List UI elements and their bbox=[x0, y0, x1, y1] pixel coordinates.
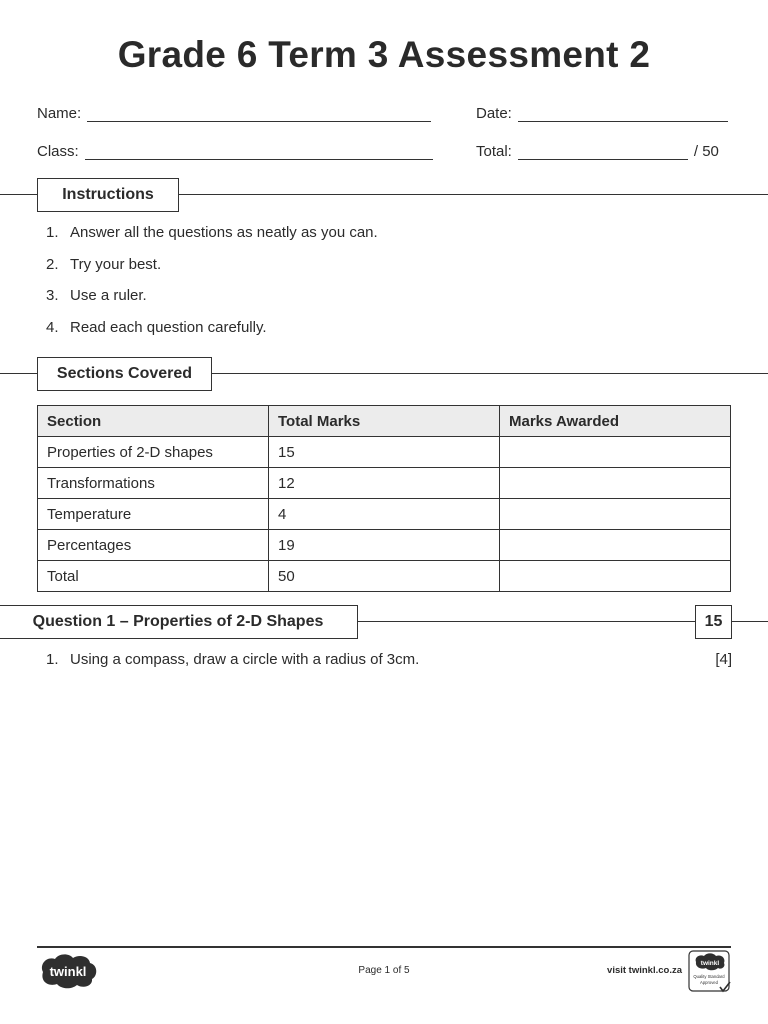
quality-badge-icon bbox=[688, 950, 732, 994]
marks-awarded-cell[interactable] bbox=[500, 561, 731, 592]
class-label: Class: bbox=[37, 143, 79, 160]
column-header-total-marks: Total Marks bbox=[269, 406, 500, 437]
instructions-bar bbox=[0, 178, 768, 212]
item-text: Answer all the questions as neatly as you can. bbox=[70, 224, 378, 241]
total-marks-cell: 12 bbox=[269, 468, 500, 499]
table-row bbox=[38, 437, 731, 468]
class-field[interactable] bbox=[37, 138, 433, 160]
section-cell: Temperature bbox=[38, 499, 269, 530]
page-title: Grade 6 Term 3 Assessment 2 bbox=[117, 34, 651, 75]
total-field[interactable] bbox=[476, 138, 719, 160]
date-field[interactable] bbox=[476, 100, 728, 122]
total-marks-cell: 19 bbox=[269, 530, 500, 561]
total-line[interactable] bbox=[518, 146, 688, 160]
instructions-heading: Instructions bbox=[37, 178, 179, 212]
table-row bbox=[38, 530, 731, 561]
marks-awarded-cell[interactable] bbox=[500, 499, 731, 530]
question-marks: [4] bbox=[715, 651, 732, 668]
column-header-marks-awarded: Marks Awarded bbox=[500, 406, 731, 437]
sections-covered-heading: Sections Covered bbox=[37, 357, 212, 391]
badge-title: twinkl bbox=[700, 960, 720, 967]
marks-awarded-cell[interactable] bbox=[500, 437, 731, 468]
question-item bbox=[46, 651, 732, 668]
item-number: 1. bbox=[46, 224, 59, 241]
table-row bbox=[38, 468, 731, 499]
item-number: 2. bbox=[46, 255, 59, 273]
table-row bbox=[38, 561, 731, 592]
name-label: Name: bbox=[37, 105, 82, 122]
section-cell: Percentages bbox=[38, 530, 269, 561]
sections-covered-bar bbox=[0, 357, 768, 391]
visit-link[interactable]: visit twinkl.co.za bbox=[607, 965, 682, 976]
class-line[interactable] bbox=[85, 146, 433, 160]
question-text: Using a compass, draw a circle with a radius of 3cm. bbox=[70, 651, 420, 668]
total-marks-cell: 15 bbox=[269, 437, 500, 468]
table-row bbox=[38, 499, 731, 530]
badge-line-2: Approved bbox=[700, 980, 718, 985]
question-1-heading: Question 1 – Properties of 2-D Shapes bbox=[0, 605, 358, 639]
date-label: Date: bbox=[476, 105, 512, 122]
section-cell: Total bbox=[38, 561, 269, 592]
section-cell: Properties of 2-D shapes bbox=[38, 437, 269, 468]
page-number: Page 1 of 5 bbox=[358, 965, 410, 976]
item-number: 3. bbox=[46, 287, 59, 305]
list-item bbox=[46, 256, 378, 288]
list-item bbox=[46, 224, 378, 256]
question-1-marks: 15 bbox=[695, 605, 732, 639]
list-item bbox=[46, 287, 378, 319]
total-label: Total: bbox=[476, 143, 512, 160]
section-cell: Transformations bbox=[38, 468, 269, 499]
item-number: 1. bbox=[46, 651, 59, 668]
list-item bbox=[46, 319, 378, 351]
name-field[interactable] bbox=[37, 100, 431, 122]
question-1-bar bbox=[0, 605, 768, 639]
sections-table bbox=[37, 405, 731, 592]
item-text: Read each question carefully. bbox=[70, 318, 267, 336]
date-line[interactable] bbox=[518, 108, 728, 122]
marks-awarded-cell[interactable] bbox=[500, 530, 731, 561]
table-header-row bbox=[38, 406, 731, 437]
total-marks-cell: 50 bbox=[269, 561, 500, 592]
item-text: Try your best. bbox=[70, 255, 162, 273]
instructions-list bbox=[46, 224, 378, 350]
column-header-section: Section bbox=[38, 406, 269, 437]
footer-divider bbox=[37, 946, 731, 948]
total-suffix: / 50 bbox=[693, 143, 719, 160]
badge-line-1: Quality Standard bbox=[693, 974, 725, 979]
item-text: Use a ruler. bbox=[70, 287, 147, 305]
logo-text: twinkl bbox=[49, 964, 87, 979]
name-line[interactable] bbox=[87, 108, 431, 122]
item-number: 4. bbox=[46, 318, 59, 336]
total-marks-cell: 4 bbox=[269, 499, 500, 530]
marks-awarded-cell[interactable] bbox=[500, 468, 731, 499]
